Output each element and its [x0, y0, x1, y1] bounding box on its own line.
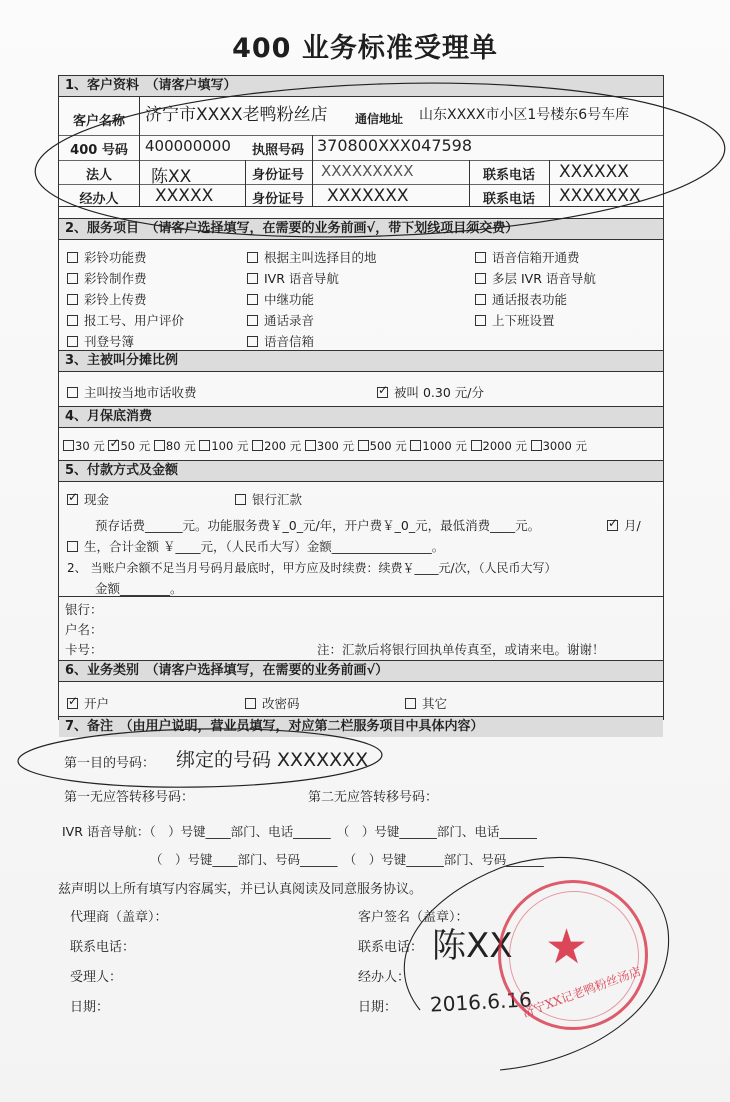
address-label: 通信地址 [354, 112, 403, 126]
customer-date-label: 日期： [358, 1000, 398, 1015]
service-item[interactable]: 语音信箱开通费 [475, 248, 580, 266]
minimum-option[interactable]: 30 元 [63, 439, 105, 453]
signature: 陈XX [432, 926, 513, 966]
license-value: 370800XXX047598 [317, 136, 473, 155]
address-value: 山东XXXX市小区1号楼东6号车库 [419, 107, 630, 123]
phone-label: 联系电话 [482, 168, 535, 183]
minimum-option[interactable]: 80 元 [154, 439, 196, 453]
service-item[interactable]: 彩铃制作费 [67, 269, 147, 287]
payment-line-3: 2、 当账户余额不足当月号码月最底时，甲方应及时续费：续费￥____元/次，（人民币大写） [67, 561, 557, 575]
section-category: 6、业务类别 （请客户选择填写，在需要的业务前画√） [59, 660, 663, 682]
agent-phone-label: 联系电话： [70, 940, 136, 955]
minimum-option[interactable]: 3000 元 [531, 439, 587, 453]
id-number-value: XXXXXXXXX [321, 162, 414, 180]
phone-value: XXXXXX [559, 162, 629, 182]
service-item[interactable]: 通话报表功能 [475, 290, 567, 308]
handler-label: 经办人 [79, 192, 119, 207]
customer-name-value: 济宁市XXXX老鸭粉丝店 [145, 105, 328, 125]
split-callee-option[interactable]: ✓ 被叫 0.30 元/分 [377, 383, 484, 401]
service-item[interactable]: 中继功能 [247, 290, 314, 308]
license-label: 执照号码 [251, 143, 304, 158]
receiver-label: 受理人： [70, 970, 123, 985]
no-answer-1-label: 第一无应答转移号码： [64, 790, 195, 805]
payment-line-1-end: ✓ 月/ [607, 516, 641, 534]
bank-label: 银行： [65, 602, 103, 617]
phone-label-2: 联系电话 [482, 192, 535, 207]
section-remarks: 7、备注 （由用户说明，营业员填写，对应第二栏服务项目中具体内容） [59, 716, 663, 737]
declaration: 兹声明以上所有填写内容属实，并已认真阅读及同意服务协议。 [58, 882, 423, 897]
account-name-label: 户名： [65, 622, 103, 637]
agent-stamp-label: 代理商（盖章）： [70, 910, 168, 925]
phone-value-2: XXXXXXX [559, 186, 641, 206]
minimum-option[interactable]: 200 元 [252, 439, 301, 453]
minimum-option[interactable]: 100 元 [199, 439, 248, 453]
minimum-option[interactable]: 500 元 [358, 439, 407, 453]
category-open-option[interactable]: ✓开户 [67, 694, 109, 712]
service-item[interactable]: 语音信箱 [247, 332, 314, 350]
payment-bank-option[interactable]: 银行汇款 [235, 490, 302, 508]
customer-handler-label: 经办人： [358, 970, 411, 985]
service-item[interactable]: 多层 IVR 语音导航 [475, 269, 596, 287]
num400-label: 400 号码 [70, 143, 128, 158]
num400-value: 400000000 [145, 137, 231, 155]
service-item[interactable]: 通话录音 [247, 311, 314, 329]
signature-date: 2016.6.16 [429, 987, 533, 1017]
minimum-option[interactable]: 300 元 [305, 439, 354, 453]
service-item[interactable]: 彩铃功能费 [67, 248, 147, 266]
legal-person-value: 陈XX [151, 167, 192, 187]
legal-person-label: 法人 [85, 168, 112, 183]
payment-line-1: 预存话费______元。功能服务费￥_0_元/年，开户费￥_0_元，最低消费____元。 [95, 518, 541, 533]
category-other-option[interactable]: 其它 [405, 694, 447, 712]
no-answer-2-label: 第二无应答转移号码： [308, 790, 439, 805]
service-item[interactable]: 上下班设置 [475, 311, 555, 329]
seal-star-icon: ★ [545, 919, 589, 975]
section-customer-info: 1、客户资料 （请客户填写） [59, 75, 663, 97]
payment-note: 注：汇款后将银行回执单传真至，或请来电。谢谢！ [317, 642, 605, 657]
id-number-value-2: XXXXXXX [327, 186, 409, 206]
card-number-label: 卡号： [65, 642, 103, 657]
split-caller-option[interactable]: 主叫按当地市话收费 [67, 383, 197, 401]
payment-line-4: 金额________。 [95, 581, 183, 596]
service-item[interactable]: 根据主叫选择目的地 [247, 248, 377, 266]
minimum-option[interactable]: 2000 元 [471, 439, 527, 453]
service-item[interactable]: 刊登号簿 [67, 332, 134, 350]
section-services: 2、服务项目 （请客户选择填写，在需要的业务前画√，带下划线项目须交费） [59, 218, 663, 240]
section-split-ratio: 3、主被叫分摊比例 [59, 350, 663, 372]
minimum-option[interactable]: 1000 元 [410, 439, 466, 453]
first-target-value: 绑定的号码 XXXXXXX [176, 749, 369, 771]
id-number-label-2: 身份证号 [251, 192, 304, 207]
ivr-line-1: IVR 语音导航：（ ）号键____部门、电话______ （ ）号键______部门、电话______ [62, 824, 537, 839]
category-change-pwd-option[interactable]: 改密码 [245, 694, 300, 712]
customer-sign-label: 客户签名（盖章）： [358, 910, 469, 925]
service-item[interactable]: IVR 语音导航 [247, 269, 339, 287]
payment-cash-option[interactable]: ✓现金 [67, 490, 109, 508]
ivr-line-2: （ ）号键____部门、号码______ （ ）号键______部门、号码______ [150, 852, 544, 867]
customer-name-label: 客户名称 [72, 114, 125, 129]
service-item[interactable]: 彩铃上传费 [67, 290, 147, 308]
section-payment: 5、付款方式及金额 [59, 460, 663, 482]
section-minimum: 4、月保底消费 [59, 406, 663, 428]
seal-text: 济宁XX记老鸭粉丝汤店 [520, 963, 643, 1020]
service-item[interactable]: 报工号、用户评价 [67, 311, 184, 329]
page-title: 400 业务标准受理单 [232, 33, 498, 64]
payment-line-2: 生，合计金额 ￥____元，（人民币大写）金额________________。 [67, 537, 444, 555]
minimum-option[interactable]: ✓ 50 元 [108, 439, 150, 453]
agent-date-label: 日期： [70, 1000, 110, 1015]
customer-phone-label: 联系电话： [358, 940, 424, 955]
id-number-label: 身份证号 [251, 168, 304, 183]
first-target-label: 第一目的号码： [64, 756, 156, 771]
company-seal [498, 880, 648, 1030]
handler-value: XXXXX [155, 186, 214, 206]
